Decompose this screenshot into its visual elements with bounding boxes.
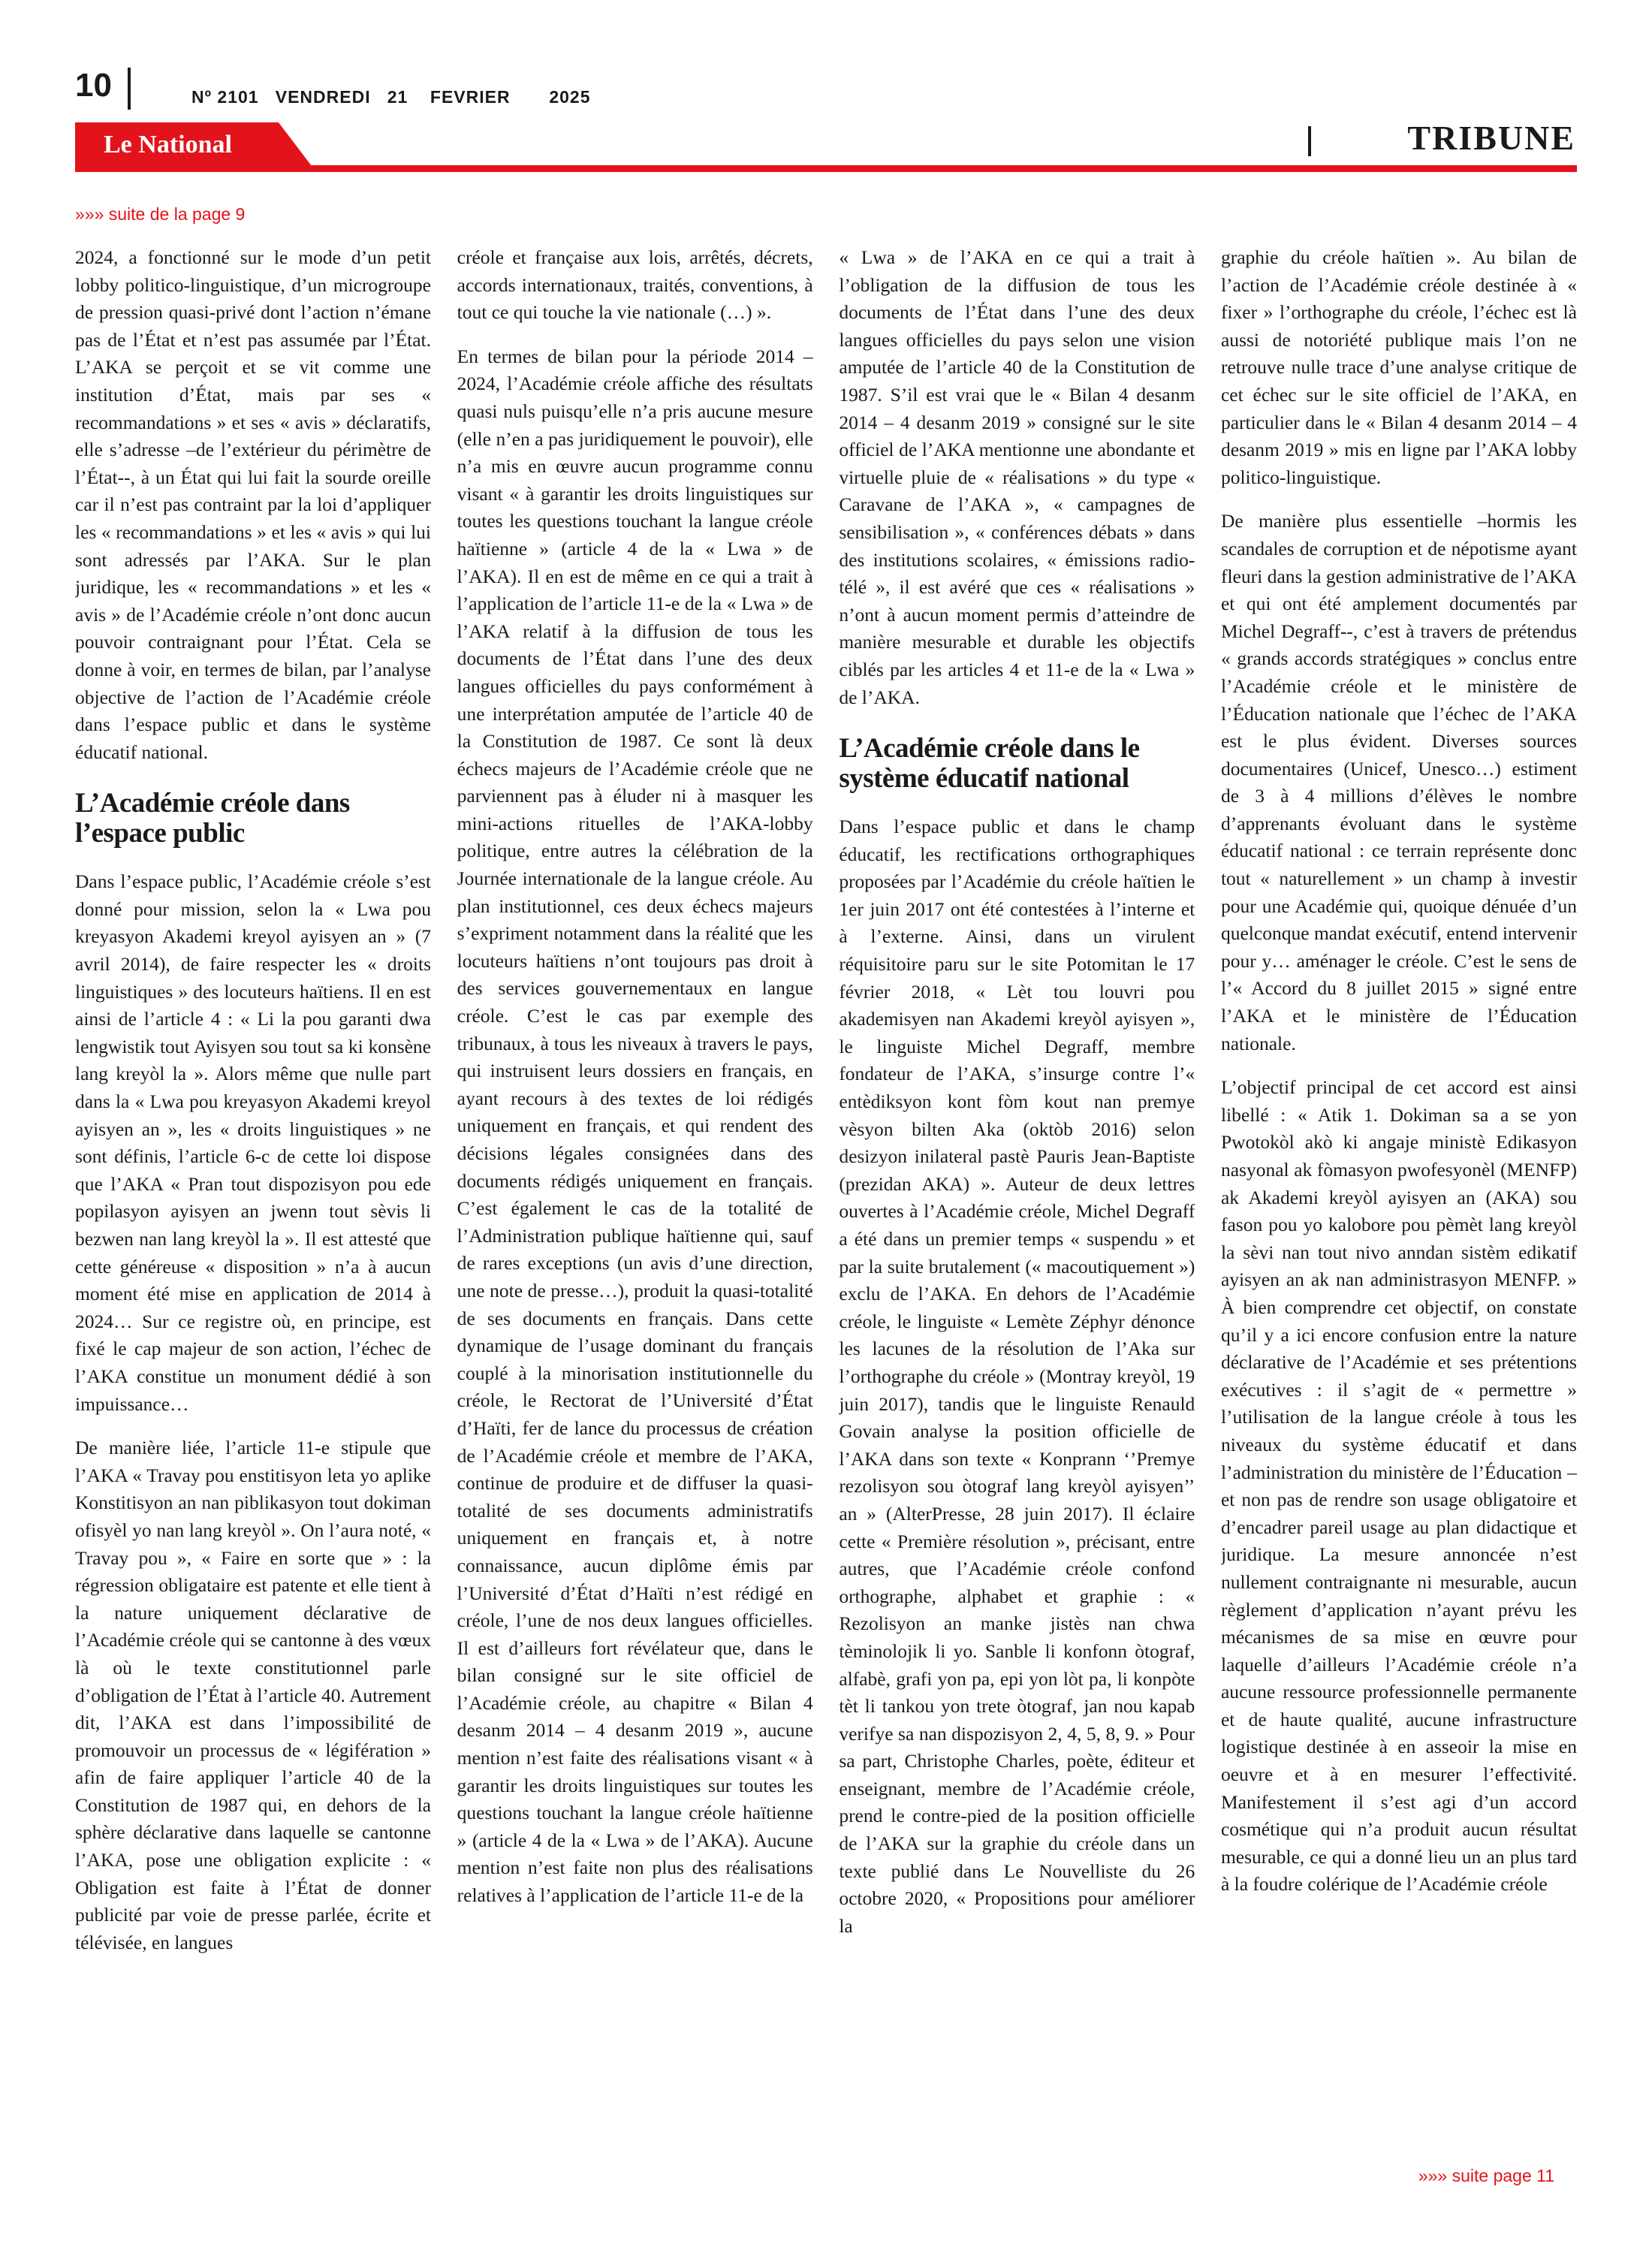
paragraph: De manière plus essentielle –hormis les scandales de corruption et de népotisme ayant fleuri dans la gestion administrative de l’AKA et qui ont été amplement documentés par Michel Degraff--, c’est à travers de prétendus « grands accords stratégiques » conclus entre l’Académie créole et le ministère de l’Éducation nationale que l’échec de l’AKA est le plus évident. Diverses sources documentaires (Unicef, Unesco…) estiment de 3 à 4 millions d’élèves le nombre d’apprenants évoluant dans le système éducatif national : ce terrain représente donc tout « naturellement » un champ à investir pour une Académie qui, quoique dénuée d’un quelconque mandat exécutif, entend intervenir pour y… aménager le créole. C’est le sens de l’« Accord du 8 juillet 2015 » signé entre l’AKA et le ministère de l’Éducation nationale. [1220,510,1577,1054]
issue-info: Nº 2101 VENDREDI 21 FEVRIER 2025 [191,87,591,107]
section-divider [1308,126,1311,156]
article-column-2 [457,244,813,2155]
paragraph: 2024, a fonctionné sur le mode d’un petit lobby politico-linguistique, d’un microgroupe de pression quasi-privé dont l’action n’émane pas de l’État et n’est pas assumée par l’État. L’AKA se perçoit et se vit comme une institution d’État, mais par ses « recommandations » et ses « avis » déclaratifs, elle s’adresse –de l’extérieur du périmètre de l’État--, à un État qui lui fait la sourde oreille car il n’est pas contraint par la loi d’appliquer les « recommandations » et les « avis » qui lui sont adressés par l’AKA. Sur le plan juridique, les « recommandations » et les « avis » de l’Académie créole n’ont donc aucun pouvoir contraignant pour l’État. Cela se donne à voir, en termes de bilan, par l’analyse objective de l’action de l’Académie créole dans l’espace public et dans le système éducatif national. [75,246,431,763]
paragraph: Dans l’espace public, l’Académie créole s’est donné pour mission, selon la « Lwa pou kreyasyon Akademi kreyol ayisyen an » (7 avril 2014), de faire respecter les « droits linguistiques » des locuteurs haïtiens. Il en est ainsi de l’article 4 : « Li la pou garanti dwa lengwistik tout Ayisyen sou tout sa ki konsène lang kreyòl la ». Alors même que nulle part dans la « Lwa pou kreyasyon Akademi kreyol ayisyen an », les « droits linguistiques » ne sont définis, l’article 6-c de cette loi dispose que l’AKA « Pran tout dispozisyon pou ede popilasyon ayisyen an jwenn tout sèvis li bezwen nan lang kreyòl la ». Il est attesté que cette généreuse « disposition » n’a à aucun moment été mise en application de 2014 à 2024… Sur ce registre où, en principe, est fixé le cap majeur de son action, l’échec de l’AKA constitue un monument dédié à son impuissance… [75,870,431,1415]
paragraph: graphie du créole haïtien ». Au bilan de l’action de l’Académie créole destinée à « fixer » l’orthographe du créole, l’échec est là aussi de notoriété publique mais l’on ne retrouve nulle trace d’une analyse critique de cet échec sur le site officiel de l’AKA, en particulier dans le « Bilan 4 desanm 2014 – 4 desanm 2019 » mis en ligne par l’AKA lobby politico-linguistique. [1220,246,1577,488]
paragraph: L’objectif principal de cet accord est ainsi libellé : « Atik 1. Dokiman sa a se yon Pwotokòl akò ki angaje ministè Edikasyon nasyonal ak fòmasyon pwofesyonèl (MENFP) ak Akademi kreyòl ayisyen an (AKA) sou fason pou yo kalobore pou pèmèt lang kreyòl la sèvi nan tout nivo anndan sistèm edikatif ayisyen an ak nan administrasyon MENFP. » À bien comprendre cet objectif, on constate qu’il y a ici encore confusion entre la nature déclarative de l’Académie et ses prétentions exécutives : il s’agit de « permettre » l’utilisation de la langue créole à tous les niveaux du système éducatif et dans l’administration du ministère de l’Éducation –et non pas de rendre son usage obligatoire et d’encadrer pareil usage au plan didactique et juridique. La mesure annoncée n’est nullement contraignante ni mesurable, aucun règlement d’application n’ayant prévu les mécanismes de sa mise en œuvre pour laquelle d’ailleurs l’Académie créole n’a aucune ressource professionnelle permanente et de haute qualité, aucune infrastructure logistique destinée à en asseoir la mise en oeuvre et à en mesurer l’effectivité. Manifestement il s’est agi d’un accord cosmétique qui n’a produit aucun résultat mesurable, ce qui a donné lieu un an plus tard à la foudre colérique de l’Académie créole [1220,1076,1577,1896]
paragraph: « Lwa » de l’AKA en ce qui a trait à l’obligation de la diffusion de tous les documents de l’État dans l’une des deux langues officielles du pays selon une vision amputée de l’article 40 de la Constitution de 1987. S’il est vrai que le « Bilan 4 desanm 2014 – 4 desanm 2019 » consigné sur le site officiel de l’AKA mentionne une abondante et virtuelle pluie de « réalisations » du type « Caravane de l’AKA », « campagnes de sensibilisation », « conférences débats » dans des institutions scolaires, « émissions radio-télé », il est avéré que ces « réalisations » n’ont à aucun moment permis d’atteindre de manière mesurable et durable les objectifs ciblés par les articles 4 et 11-e de la « Lwa » de l’AKA. [839,246,1195,708]
page-header [0,0,1652,180]
subheading: L’Académie créole dans l’espace public [75,788,350,849]
article-column-3 [839,244,1195,2155]
paragraph: En termes de bilan pour la période 2014 – 2024, l’Académie créole affiche des résultats quasi nuls puisqu’elle n’a pris aucune mesure (elle n’en a pas juridiquement le pouvoir), elle n’a mis en œuvre aucun programme connu visant « à garantir les droits linguistiques sur toutes les questions touchant la langue créole haïtienne » (article 4 de la « Lwa » de l’AKA). Il en est de même en ce qui a trait à l’application de l’article 11-e de la « Lwa » de l’AKA relatif à la diffusion de tous les documents de l’État dans l’une des deux langues officielles du pays conformément à une interprétation amputée de l’article 40 de la Constitution de 1987. Ce sont là deux échecs majeurs de l’Académie créole que ne parviennent pas à éluder ni à masquer les mini-actions rituelles de l’AKA-lobby politique, entre autres la célébration de la Journée internationale de la langue créole. Au plan institutionnel, ces deux échecs majeurs s’expriment notamment dans la réalité que les locuteurs haïtiens n’ont toujours pas droit à des services gouvernementaux en langue créole. C’est le cas par exemple des tribunaux, à tous les niveaux à travers le pays, qui instruisent leurs dossiers en français, en ayant recours à des textes de loi rédigés uniquement en français, et qui rendent des décisions légales consignées dans des documents rédigés uniquement en français. C’est également le cas de la totalité de l’Administration publique haïtienne qui, sauf de rares exceptions (un avis d’une direction, une note de presse…), produit la quasi-totalité de ses documents en français. Dans cette dynamique de l’usage dominant du français couplé à la minorisation institutionnelle du créole, le Rectorat de l’Université d’État d’Haïti, fer de lance du processus de création de l’Académie créole et membre de l’AKA, continue de produire et de diffuser la quasi-totalité de ses documents administratifs uniquement en français et, à notre connaissance, aucun diplôme émis par l’Université d’État d’Haïti n’est rédigé en créole, l’une de nos deux langues officielles. Il est d’ailleurs fort révélateur que, dans le bilan consigné sur le site officiel de l’Académie créole, au chapitre « Bilan 4 desanm 2014 – 4 desanm 2019 », aucune mention n’est faite des réalisations visant « à garantir les droits linguistiques sur toutes les questions touchant la langue créole haïtienne » (article 4 de la « Lwa » de l’AKA). Aucune mention n’est faite non plus des réalisations relatives à l’application de l’article 11-e de la [457,345,813,1907]
subheading: L’Académie créole dans le système éducatif national [839,733,1140,795]
article-column-1 [75,244,431,2155]
page-number: 10 [75,67,112,104]
continued-to-link: »»» suite page 11 [1418,2166,1554,2185]
paragraph: créole et française aux lois, arrêtés, décrets, accords internationaux, traités, conventions, à tout ce qui touche la vie nationale (…) ». [457,246,813,324]
newspaper-brand: Le National [104,131,232,158]
continued-from-link: »»» suite de la page 9 [75,204,246,224]
paragraph: Dans l’espace public et dans le champ éducatif, les rectifications orthographiques proposées par l’Académie du créole haïtien le 1er juin 2017 ont été contestées à l’interne et à l’externe. Ainsi, dans un virulent réquisitoire paru sur le site Potomitan le 17 février 2018, « Lèt tou louvri pou akademisyen nan Akademi kreyòl ayisyen », le linguiste Michel Degraff, membre fondateur de l’AKA, s’insurge contre l’« entèdiksyon kont fòm kout nan premye vèsyon bilten Aka (oktòb 2016) selon desizyon inilateral pastè Pauris Jean-Baptiste (prezidan AKA) ». Auteur de deux lettres ouvertes à l’Académie créole, Michel Degraff a été dans un premier temps « suspendu » et par la suite brutalement (« macoutiquement ») exclu de l’AKA. En dehors de l’Académie créole, le linguiste « Lemète Zéphyr dénonce les lacunes de la résolution de l’Aka sur l’orthographe du créole » (Montray kreyòl, 19 juin 2017), tandis que le linguiste Renauld Govain analyse la position officielle de l’AKA dans son texte « Konprann ‘’Premye rezolisyon sou òtograf lang kreyòl ayisyen’’ an » (AlterPresse, 28 juin 2017). Il éclaire cette « Première résolution », précisant, entre autres, que l’Académie créole confond orthographe, alphabet et graphie : « Rezolisyon an manke jistès nan chwa tèminolojik li yo. Sanble li konfonn òtograf, alfabè, grafi yon pa, epi yon lòt pa, li konpòte tèt li tankou yon trete òtograf, jan nou kapab verifye sa nan dispozisyon 2, 4, 5, 8, 9. » Pour sa part, Christophe Charles, poète, éditeur et enseignant, membre de l’Académie créole, prend le contre-pied de la position officielle de l’AKA sur la graphie du créole dans un texte publié dans Le Nouvelliste du 26 octobre 2020, « Propositions pour améliorer la [839,816,1195,1937]
article-column-4 [1221,244,1577,2155]
section-title: TRIBUNE [1407,119,1575,157]
paragraph: De manière liée, l’article 11-e stipule que l’AKA « Travay pou enstitisyon leta yo aplike Konstitisyon an nan piblikasyon tout dokiman ofisyèl yo nan lang kreyòl ». On l’aura noté, « Travay pou », « Faire en sorte que » : la régression obligataire est patente et elle tient à la nature uniquement déclarative de l’Académie créole qui se cantonne à des vœux là où le texte constitutionnel parle d’obligation de l’État à l’article 40. Autrement dit, l’AKA est dans l’impossibilité de promouvoir un processus de « légifération » afin de faire appliquer l’article 40 de la Constitution de 1987 qui, en dehors de la sphère déclarative dans laquelle se cantonne l’AKA, pose une obligation explicite : « Obligation est faite à l’État de donner publicité par voie de presse parlée, écrite et télévisée, en langues [75,1437,431,1953]
page-number-divider [128,68,131,110]
header-rule [75,165,1577,172]
article-body [75,244,1577,2155]
